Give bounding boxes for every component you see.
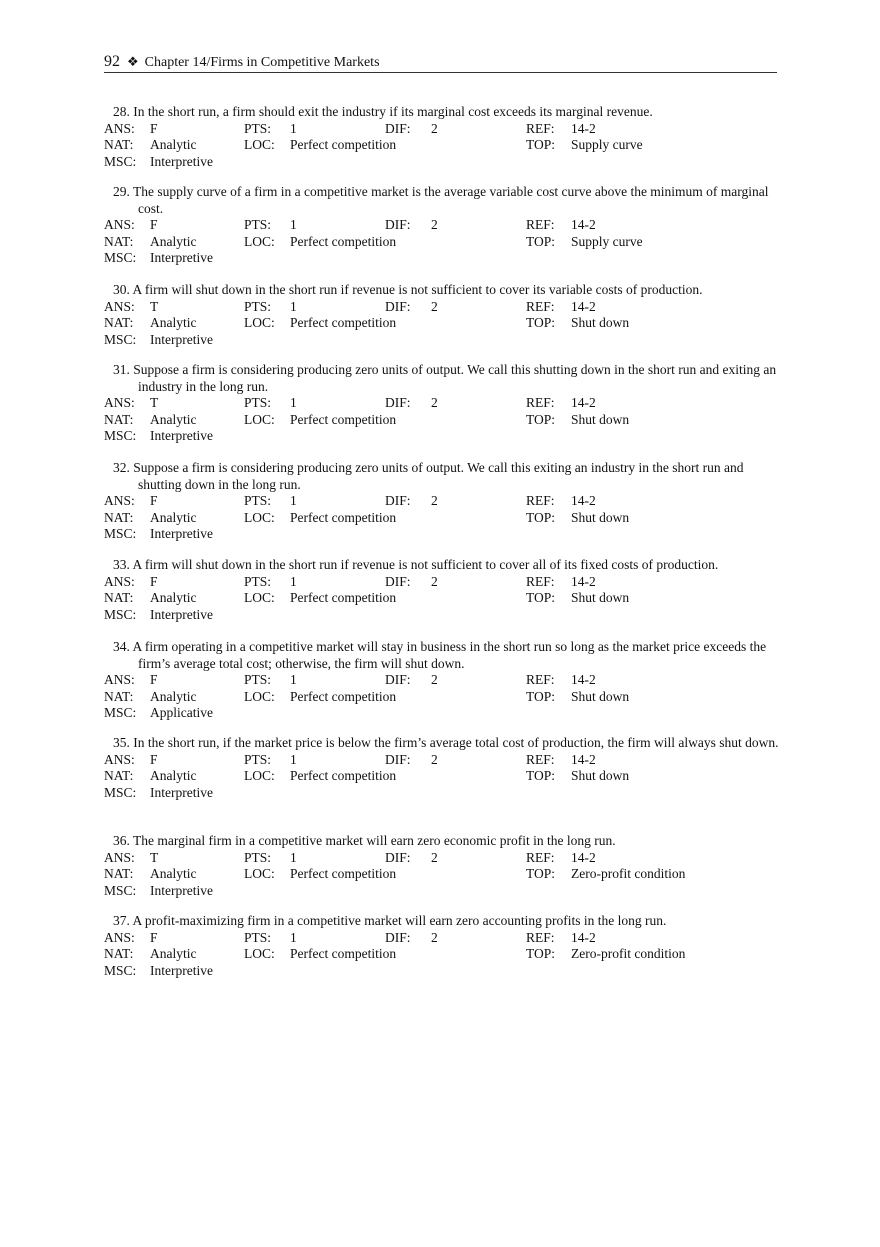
question-item bbox=[104, 833, 780, 899]
loc-label: LOC: bbox=[244, 137, 275, 152]
nat-value: Analytic bbox=[150, 866, 197, 881]
question-number: 31. bbox=[113, 362, 130, 377]
msc-label: MSC: bbox=[104, 962, 137, 978]
msc-row bbox=[104, 963, 780, 980]
top-value: Supply curve bbox=[571, 137, 643, 152]
msc-label: MSC: bbox=[104, 331, 137, 347]
loc-label: LOC: bbox=[244, 233, 275, 249]
msc-row bbox=[104, 428, 780, 445]
msc-label: MSC: bbox=[104, 153, 137, 169]
ans-value: F bbox=[150, 493, 158, 508]
ref-label: REF: bbox=[526, 672, 555, 687]
question-number: 30. bbox=[113, 282, 130, 297]
pts-value: 1 bbox=[290, 751, 297, 767]
msc-row bbox=[104, 607, 780, 624]
pts-label: PTS: bbox=[244, 573, 272, 589]
question-text bbox=[104, 362, 780, 395]
ref-value: 14-2 bbox=[571, 493, 596, 508]
top-value: Shut down bbox=[571, 315, 630, 330]
dif-label: DIF: bbox=[385, 929, 411, 945]
msc-value: Interpretive bbox=[150, 526, 213, 541]
pts-value: 1 bbox=[290, 217, 297, 232]
ref-value: 14-2 bbox=[571, 929, 596, 945]
top-label: TOP: bbox=[526, 946, 556, 961]
question-text bbox=[104, 913, 780, 930]
nat-value: Analytic bbox=[150, 590, 197, 605]
top-value: Zero-profit condition bbox=[571, 946, 686, 961]
dif-value: 2 bbox=[431, 929, 438, 945]
answer-row bbox=[104, 299, 780, 316]
page-header bbox=[104, 52, 777, 73]
question-body: A firm operating in a competitive market will stay in business in the short run so long as the market price exceeds the firm’s average total cost; otherwise, the firm will shut down. bbox=[132, 639, 767, 671]
question-text bbox=[104, 639, 780, 672]
dif-label: DIF: bbox=[385, 217, 411, 232]
pts-label: PTS: bbox=[244, 929, 272, 945]
nat-row bbox=[104, 234, 780, 251]
question-text bbox=[104, 735, 780, 752]
answer-row bbox=[104, 493, 780, 510]
dif-label: DIF: bbox=[385, 395, 411, 410]
pts-value: 1 bbox=[290, 298, 297, 314]
msc-value: Interpretive bbox=[150, 153, 213, 169]
question-body: A firm will shut down in the short run if revenue is not sufficient to cover its variable costs of production. bbox=[132, 282, 703, 297]
top-label: TOP: bbox=[526, 315, 556, 330]
msc-value: Interpretive bbox=[150, 962, 213, 978]
question-body: The marginal firm in a competitive market will earn zero economic profit in the long run. bbox=[133, 833, 616, 848]
dif-value: 2 bbox=[431, 298, 438, 314]
ref-value: 14-2 bbox=[571, 120, 596, 136]
msc-value: Interpretive bbox=[150, 250, 213, 265]
pts-label: PTS: bbox=[244, 493, 272, 508]
ans-label: ANS: bbox=[104, 929, 135, 945]
msc-value: Applicative bbox=[150, 705, 213, 720]
nat-label: NAT: bbox=[104, 233, 134, 249]
ans-label: ANS: bbox=[104, 120, 135, 136]
ref-value: 14-2 bbox=[571, 395, 596, 410]
question-text bbox=[104, 557, 780, 574]
msc-row bbox=[104, 332, 780, 349]
question-item bbox=[104, 557, 780, 623]
diamond-icon: ❖ bbox=[127, 54, 139, 69]
nat-row bbox=[104, 137, 780, 154]
question-body: A profit-maximizing firm in a competitive market will earn zero accounting profits in the long run. bbox=[132, 913, 667, 928]
top-label: TOP: bbox=[526, 509, 556, 525]
pts-value: 1 bbox=[290, 929, 297, 945]
top-label: TOP: bbox=[526, 866, 556, 881]
chapter-title: Chapter 14/Firms in Competitive Markets bbox=[144, 55, 380, 70]
ans-label: ANS: bbox=[104, 573, 135, 589]
nat-row bbox=[104, 412, 780, 429]
ref-label: REF: bbox=[526, 298, 555, 314]
msc-row bbox=[104, 154, 780, 171]
top-label: TOP: bbox=[526, 688, 556, 704]
loc-value: Perfect competition bbox=[290, 233, 397, 249]
nat-row bbox=[104, 315, 780, 332]
dif-label: DIF: bbox=[385, 298, 411, 314]
loc-value: Perfect competition bbox=[290, 315, 397, 330]
answer-row bbox=[104, 217, 780, 234]
ref-value: 14-2 bbox=[571, 573, 596, 589]
question-item bbox=[104, 460, 780, 543]
ans-value: F bbox=[150, 573, 158, 589]
msc-value: Interpretive bbox=[150, 606, 213, 622]
question-text bbox=[104, 460, 780, 493]
nat-label: NAT: bbox=[104, 946, 134, 961]
question-item bbox=[104, 282, 780, 348]
top-label: TOP: bbox=[526, 137, 556, 152]
msc-label: MSC: bbox=[104, 784, 137, 800]
dif-value: 2 bbox=[431, 493, 438, 508]
msc-label: MSC: bbox=[104, 250, 137, 265]
loc-label: LOC: bbox=[244, 946, 275, 961]
nat-value: Analytic bbox=[150, 768, 197, 783]
pts-value: 1 bbox=[290, 493, 297, 508]
msc-value: Interpretive bbox=[150, 882, 213, 898]
pts-label: PTS: bbox=[244, 298, 272, 314]
answer-row bbox=[104, 672, 780, 689]
nat-row bbox=[104, 946, 780, 963]
ans-value: T bbox=[150, 298, 159, 314]
pts-label: PTS: bbox=[244, 672, 272, 687]
nat-row bbox=[104, 689, 780, 706]
dif-label: DIF: bbox=[385, 573, 411, 589]
question-number: 32. bbox=[113, 460, 130, 475]
dif-label: DIF: bbox=[385, 493, 411, 508]
dif-label: DIF: bbox=[385, 672, 411, 687]
loc-value: Perfect competition bbox=[290, 509, 397, 525]
loc-value: Perfect competition bbox=[290, 137, 397, 152]
question-item bbox=[104, 104, 780, 170]
question-item bbox=[104, 184, 780, 267]
dif-value: 2 bbox=[431, 672, 438, 687]
pts-label: PTS: bbox=[244, 395, 272, 410]
pts-value: 1 bbox=[290, 395, 297, 410]
nat-label: NAT: bbox=[104, 411, 134, 427]
ref-label: REF: bbox=[526, 929, 555, 945]
question-text bbox=[104, 282, 780, 299]
dif-value: 2 bbox=[431, 573, 438, 589]
loc-value: Perfect competition bbox=[290, 411, 397, 427]
loc-label: LOC: bbox=[244, 688, 275, 704]
nat-row bbox=[104, 866, 780, 883]
top-value: Zero-profit condition bbox=[571, 866, 686, 881]
pts-label: PTS: bbox=[244, 217, 272, 232]
loc-value: Perfect competition bbox=[290, 866, 397, 881]
answer-row bbox=[104, 574, 780, 591]
dif-value: 2 bbox=[431, 849, 438, 865]
ref-label: REF: bbox=[526, 493, 555, 508]
loc-value: Perfect competition bbox=[290, 688, 397, 704]
msc-value: Interpretive bbox=[150, 428, 213, 443]
pts-value: 1 bbox=[290, 672, 297, 687]
nat-row bbox=[104, 590, 780, 607]
msc-row bbox=[104, 883, 780, 900]
top-value: Shut down bbox=[571, 590, 630, 605]
dif-label: DIF: bbox=[385, 849, 411, 865]
msc-row bbox=[104, 250, 780, 267]
ans-label: ANS: bbox=[104, 672, 135, 687]
question-number: 35. bbox=[113, 735, 130, 750]
nat-label: NAT: bbox=[104, 509, 134, 525]
ans-label: ANS: bbox=[104, 298, 135, 314]
question-body: A firm will shut down in the short run if revenue is not sufficient to cover all of its fixed costs of production. bbox=[132, 557, 719, 572]
msc-row bbox=[104, 785, 780, 802]
question-item bbox=[104, 913, 780, 979]
answer-row bbox=[104, 395, 780, 412]
ref-label: REF: bbox=[526, 849, 555, 865]
ref-label: REF: bbox=[526, 217, 555, 232]
ans-value: T bbox=[150, 849, 159, 865]
msc-value: Interpretive bbox=[150, 784, 213, 800]
ans-label: ANS: bbox=[104, 849, 135, 865]
question-body: In the short run, a firm should exit the industry if its marginal cost exceeds its marginal revenue. bbox=[133, 104, 653, 119]
ans-label: ANS: bbox=[104, 751, 135, 767]
top-value: Shut down bbox=[571, 411, 630, 427]
question-body: Suppose a firm is considering producing zero units of output. We call this shutting down in the short run and exiting an industry in the long run. bbox=[133, 362, 777, 394]
top-value: Shut down bbox=[571, 768, 630, 783]
nat-label: NAT: bbox=[104, 315, 134, 330]
answer-row bbox=[104, 850, 780, 867]
question-text bbox=[104, 833, 780, 850]
ans-label: ANS: bbox=[104, 217, 135, 232]
ref-value: 14-2 bbox=[571, 751, 596, 767]
loc-value: Perfect competition bbox=[290, 590, 397, 605]
loc-value: Perfect competition bbox=[290, 946, 397, 961]
pts-value: 1 bbox=[290, 849, 297, 865]
question-number: 28. bbox=[113, 104, 130, 119]
ans-value: F bbox=[150, 120, 158, 136]
answer-row bbox=[104, 752, 780, 769]
top-label: TOP: bbox=[526, 768, 556, 783]
msc-label: MSC: bbox=[104, 705, 137, 720]
top-value: Shut down bbox=[571, 509, 630, 525]
answer-row bbox=[104, 121, 780, 138]
question-number: 33. bbox=[113, 557, 130, 572]
loc-label: LOC: bbox=[244, 866, 275, 881]
ref-value: 14-2 bbox=[571, 298, 596, 314]
ans-value: F bbox=[150, 217, 158, 232]
dif-value: 2 bbox=[431, 217, 438, 232]
msc-value: Interpretive bbox=[150, 331, 213, 347]
nat-label: NAT: bbox=[104, 866, 134, 881]
msc-label: MSC: bbox=[104, 526, 137, 541]
ref-value: 14-2 bbox=[571, 849, 596, 865]
ref-value: 14-2 bbox=[571, 217, 596, 232]
dif-value: 2 bbox=[431, 751, 438, 767]
pts-label: PTS: bbox=[244, 120, 272, 136]
msc-row bbox=[104, 526, 780, 543]
nat-value: Analytic bbox=[150, 946, 197, 961]
page-number: 92 bbox=[104, 53, 120, 70]
loc-label: LOC: bbox=[244, 590, 275, 605]
ans-value: T bbox=[150, 395, 159, 410]
dif-label: DIF: bbox=[385, 120, 411, 136]
question-body: The supply curve of a firm in a competitive market is the average variable cost curve above the minimum of marginal cost. bbox=[133, 184, 769, 216]
ref-label: REF: bbox=[526, 395, 555, 410]
question-body: Suppose a firm is considering producing zero units of output. We call this exiting an industry in the short run and shutting down in the long run. bbox=[133, 460, 744, 492]
nat-label: NAT: bbox=[104, 137, 134, 152]
nat-label: NAT: bbox=[104, 688, 134, 704]
top-label: TOP: bbox=[526, 411, 556, 427]
nat-value: Analytic bbox=[150, 411, 197, 427]
top-value: Supply curve bbox=[571, 233, 643, 249]
pts-value: 1 bbox=[290, 120, 297, 136]
question-number: 29. bbox=[113, 184, 130, 199]
nat-label: NAT: bbox=[104, 768, 134, 783]
pts-label: PTS: bbox=[244, 751, 272, 767]
ref-label: REF: bbox=[526, 120, 555, 136]
msc-label: MSC: bbox=[104, 606, 137, 622]
nat-label: NAT: bbox=[104, 590, 134, 605]
loc-label: LOC: bbox=[244, 509, 275, 525]
nat-value: Analytic bbox=[150, 233, 197, 249]
question-number: 37. bbox=[113, 913, 130, 928]
ans-value: F bbox=[150, 929, 158, 945]
ref-label: REF: bbox=[526, 751, 555, 767]
question-item bbox=[104, 362, 780, 445]
ans-value: F bbox=[150, 751, 158, 767]
msc-label: MSC: bbox=[104, 428, 137, 443]
nat-value: Analytic bbox=[150, 137, 197, 152]
ref-value: 14-2 bbox=[571, 672, 596, 687]
dif-value: 2 bbox=[431, 120, 438, 136]
nat-value: Analytic bbox=[150, 509, 197, 525]
ans-value: F bbox=[150, 672, 158, 687]
question-text bbox=[104, 184, 780, 217]
loc-value: Perfect competition bbox=[290, 768, 397, 783]
pts-label: PTS: bbox=[244, 849, 272, 865]
top-value: Shut down bbox=[571, 688, 630, 704]
ans-label: ANS: bbox=[104, 395, 135, 410]
nat-row bbox=[104, 768, 780, 785]
top-label: TOP: bbox=[526, 233, 556, 249]
nat-value: Analytic bbox=[150, 688, 197, 704]
question-body: In the short run, if the market price is below the firm’s average total cost of production, the firm will always shut down. bbox=[133, 735, 779, 750]
loc-label: LOC: bbox=[244, 411, 275, 427]
question-number: 36. bbox=[113, 833, 130, 848]
ans-label: ANS: bbox=[104, 493, 135, 508]
msc-row bbox=[104, 705, 780, 722]
pts-value: 1 bbox=[290, 573, 297, 589]
msc-label: MSC: bbox=[104, 882, 137, 898]
nat-value: Analytic bbox=[150, 315, 197, 330]
question-item bbox=[104, 735, 780, 801]
question-number: 34. bbox=[113, 639, 130, 654]
dif-value: 2 bbox=[431, 395, 438, 410]
nat-row bbox=[104, 510, 780, 527]
question-text bbox=[104, 104, 780, 121]
question-item bbox=[104, 639, 780, 722]
answer-row bbox=[104, 930, 780, 947]
ref-label: REF: bbox=[526, 573, 555, 589]
loc-label: LOC: bbox=[244, 768, 275, 783]
dif-label: DIF: bbox=[385, 751, 411, 767]
loc-label: LOC: bbox=[244, 315, 275, 330]
top-label: TOP: bbox=[526, 590, 556, 605]
